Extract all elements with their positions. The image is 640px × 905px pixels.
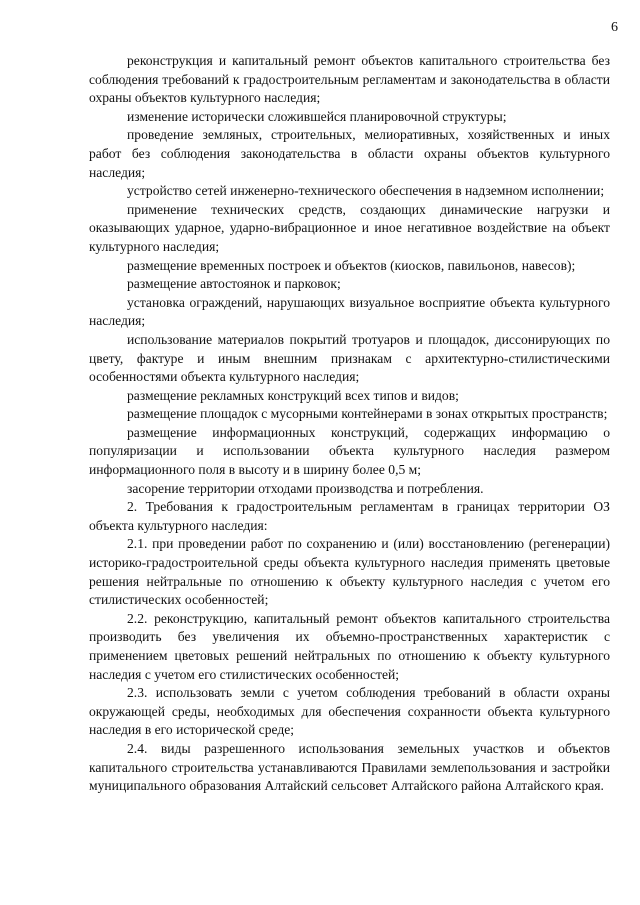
paragraph: применение технических средств, создающих динамические нагрузки и оказывающих ударное, ударно-вибрационное и иное негативное воздействие на объект культурного наследия; bbox=[89, 201, 610, 254]
paragraph: размещение площадок с мусорными контейнерами в зонах открытых пространств; bbox=[127, 406, 608, 422]
paragraph: размещение автостоянок и парковок; bbox=[127, 276, 341, 292]
subsection-paragraph: 2.2. реконструкцию, капитальный ремонт объектов капитального строительства производить без увеличения их объемно-пространственных характеристик с применением цветовых решений нейтральных по отношению к объекту культурного наследия с учетом его стилистических особенностей; bbox=[89, 610, 610, 682]
paragraph: размещение временных построек и объектов (киосков, павильонов, навесов); bbox=[127, 257, 576, 273]
page-number: 6 bbox=[611, 20, 618, 35]
paragraph: засорение территории отходами производства и потребления. bbox=[127, 480, 484, 496]
paragraph: проведение земляных, строительных, мелиоративных, хозяйственных и иных работ без соблюдения законодательства в области охраны объектов культурного наследия; bbox=[89, 127, 610, 180]
paragraph: реконструкция и капитальный ремонт объектов капитального строительства без соблюдения требований к градостроительным регламентам и законодательства в области охраны объектов культурного наследия; bbox=[89, 53, 610, 106]
paragraph: установка ограждений, нарушающих визуальное восприятие объекта культурного наследия; bbox=[89, 294, 610, 329]
paragraph: размещение информационных конструкций, содержащих информацию о популяризации и использовании объекта культурного наследия размером информационного поля в высоту и в ширину более 0,5 м; bbox=[89, 424, 610, 478]
paragraph: использование материалов покрытий тротуаров и площадок, диссонирующих по цвету, фактуре и иным внешним признакам с архитектурно-стилистическими особенностями объекта культурного наследия; bbox=[89, 331, 610, 385]
subsection-paragraph: 2.1. при проведении работ по сохранению и (или) восстановлению (регенерации) историко-градостроительной среды объекта культурного наследия применять цветовые решения нейтральные по отношению к объекту культурного наследия с учетом его стилистических особенностей; bbox=[89, 536, 610, 608]
subsection-paragraph: 2.3. использовать земли с учетом соблюдения требований в области охраны окружающей среды, необходимых для обеспечения сохранности объекта культурного наследия в его исторической среде; bbox=[89, 685, 610, 738]
paragraph: изменение исторически сложившейся планировочной структуры; bbox=[127, 108, 507, 124]
document-body bbox=[89, 52, 610, 796]
paragraph: устройство сетей инженерно-технического обеспечения в надземном исполнении; bbox=[127, 183, 605, 199]
subsection-paragraph: 2.4. виды разрешенного использования земельных участков и объектов капитального строительства устанавливаются Правилами землепользования и застройки муниципального образования Алтайский сельсовет Алтайского района Алтайского края. bbox=[89, 740, 610, 794]
paragraph: размещение рекламных конструкций всех типов и видов; bbox=[127, 387, 459, 403]
section-heading-paragraph: 2. Требования к градостроительным регламентам в границах территории ОЗ объекта культурного наследия: bbox=[89, 499, 610, 533]
